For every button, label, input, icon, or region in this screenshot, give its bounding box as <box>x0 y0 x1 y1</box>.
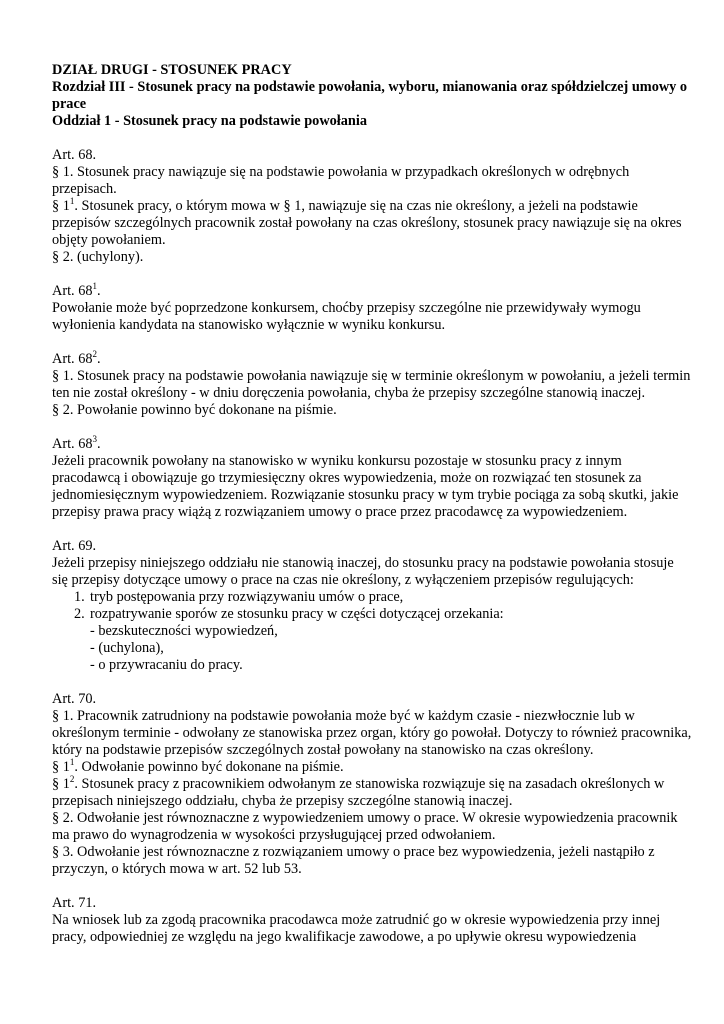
paragraph-1: § 1. Stosunek pracy na podstawie powołania nawiązuje się w terminie określonym w powołaniu, a jeżeli termin ten nie został określony - w dniu doręczenia powołania, chyba że przepisy szczególne stanowią inaczej. <box>52 368 691 401</box>
list-item: 2. rozpatrywanie sporów ze stosunku pracy w części dotyczącej orzekania: <box>74 606 504 622</box>
article-68-1 <box>52 283 692 334</box>
paragraph-2: § 2. (uchylony). <box>52 249 144 265</box>
paragraph-1: § 1. Stosunek pracy nawiązuje się na podstawie powołania w przypadkach określonych w odrębnych przepisach. <box>52 164 630 197</box>
sub-item: - bezskuteczności wypowiedzeń, <box>90 623 278 639</box>
article-title: Art. $68^1$. <box>52 281 101 299</box>
article-68-3 <box>52 436 692 521</box>
paragraph-2: § 2. Powołanie powinno być dokonane na piśmie. <box>52 402 337 418</box>
heading-rozdzial: Rozdział III - Stosunek pracy na podstawie powołania, wyboru, mianowania oraz spółdzielczej umowy o prace <box>52 79 688 112</box>
article-68-2 <box>52 351 692 419</box>
paragraph-1-2: § $1^2$. Stosunek pracy z pracownikiem odwołanym ze stanowiska rozwiązuje się na zasadach określonych w przepisach niniejszego oddziału, chyba że przepisy szczególne stanowią inaczej. <box>52 774 665 809</box>
article-intro: Jeżeli przepisy niniejszego oddziału nie stanowią inaczej, do stosunku pracy na podstawie powołania stosuje się przepisy dotyczące umowy o prace na czas nie określony, z wyłączeniem przepisów regulujących: <box>52 555 674 588</box>
article-title: Art. 69. <box>52 538 97 554</box>
article-text: Na wniosek lub za zgodą pracownika pracodawca może zatrudnić go w okresie wypowiedzenia przy innej pracy, odpowiedniej ze względu na jego kwalifikacje zawodowe, a po upływie okresu wypowiedzenia <box>52 912 661 945</box>
article-70 <box>52 691 692 878</box>
article-68 <box>52 147 692 266</box>
article-title: Art. 68. <box>52 147 97 163</box>
heading-oddzial: Oddział 1 - Stosunek pracy na podstawie powołania <box>52 113 367 129</box>
sub-item: - o przywracaniu do pracy. <box>90 657 243 673</box>
paragraph-1: § 1. Pracownik zatrudniony na podstawie powołania może być w każdym czasie - niezwłocznie lub w określonym terminie - odwołany ze stanowiska przez organ, który go powołał. Dotyczy to również pracownika, który na podstawie przepisów szczególnych został powołany na stanowisko na czas określony. <box>52 708 692 758</box>
article-title: Art. 71. <box>52 895 97 911</box>
paragraph-3: § 3. Odwołanie jest równoznaczne z rozwiązaniem umowy o prace bez wypowiedzenia, jeżeli nastąpiło z przyczyn, o których mowa w art. 52 lub 53. <box>52 844 655 877</box>
heading-dzial: DZIAŁ DRUGI - STOSUNEK PRACY <box>52 62 292 78</box>
numbered-list <box>52 589 692 623</box>
article-title: Art. 70. <box>52 691 97 707</box>
article-69 <box>52 538 692 674</box>
article-71 <box>52 895 692 946</box>
paragraph-1-1: § $1^1$. Odwołanie powinno być dokonane na piśmie. <box>52 757 344 775</box>
paragraph-2: § 2. Odwołanie jest równoznaczne z wypowiedzeniem umowy o prace. W okresie wypowiedzenia pracownik ma prawo do wynagrodzenia w wysokości przysługującej przed odwołaniem. <box>52 810 678 843</box>
article-text: Powołanie może być poprzedzone konkursem, choćby przepisy szczególne nie przewidywały wymogu wyłonienia kandydata na stanowisko wyłącznie w wyniku konkursu. <box>52 300 641 333</box>
paragraph-1a: § $1^1$. Stosunek pracy, o którym mowa w § 1, nawiązuje się na czas nie określony, a jeżeli na podstawie przepisów szczególnych pracownik został powołany na czas określony, stosunek pracy nawiązuje się na okres objęty powołaniem. <box>52 196 682 248</box>
article-title: Art. $68^3$. <box>52 434 101 452</box>
sub-item: - (uchylona), <box>90 640 164 656</box>
document-page <box>52 62 692 946</box>
list-item: 1. tryb postępowania przy rozwiązywaniu umów o prace, <box>74 589 404 605</box>
article-title: Art. $68^2$. <box>52 349 101 367</box>
article-text: Jeżeli pracownik powołany na stanowisko w wyniku konkursu pozostaje w stosunku pracy z innym pracodawcą i obowiązuje go trzymiesięczny okres wypowiedzenia, może on rozwiązać ten stosunek za jednomiesięcznym wypowiedzeniem. Rozwiązanie stosunku pracy w tym trybie pociąga za sobą skutki, jakie przepisy prawa pracy wiążą z rozwiązaniem umowy o prace przez pracodawcę za wypowiedzeniem. <box>52 453 679 520</box>
